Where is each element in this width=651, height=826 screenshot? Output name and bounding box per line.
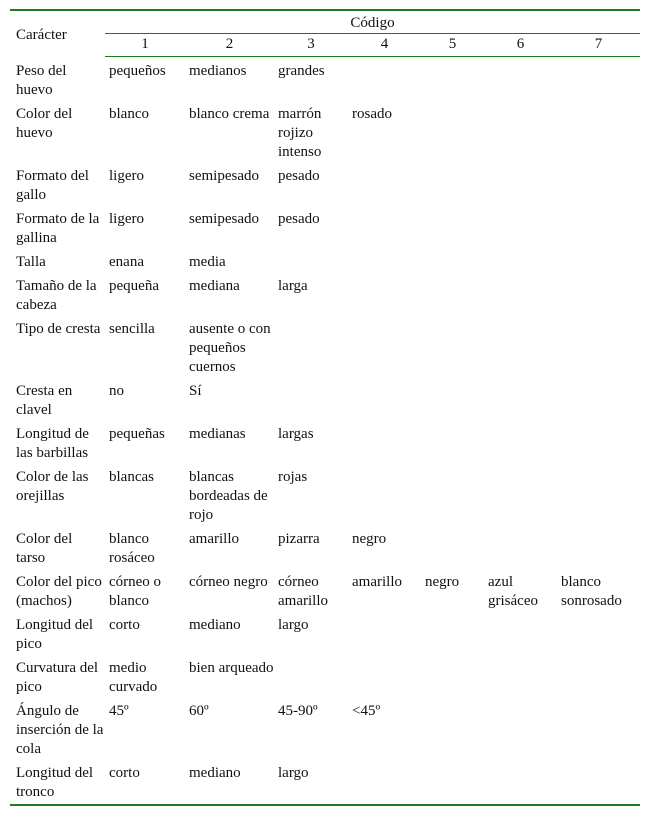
cell-code-4	[348, 422, 421, 465]
cell-code-3: pizarra	[278, 530, 320, 547]
cell-code-6	[484, 527, 557, 570]
cell-code-4	[348, 317, 421, 379]
table-row	[10, 761, 640, 805]
cell-code-1: sencilla	[109, 320, 155, 337]
header-caracter: Carácter	[16, 26, 67, 43]
cell-code-5	[421, 379, 484, 422]
cell-code-5	[421, 527, 484, 570]
cell-code-3	[274, 656, 348, 699]
cell-code-2: medianos	[189, 63, 247, 79]
table-row	[10, 656, 640, 699]
cell-code-7: blanco sonrosado	[561, 573, 622, 609]
row-label: Longitud de las barbillas	[16, 425, 89, 461]
cell-code-4	[348, 465, 421, 527]
table-row	[10, 317, 640, 379]
cell-code-2: córneo negro	[189, 573, 268, 590]
cell-code-6	[484, 102, 557, 164]
cell-code-7	[557, 57, 640, 102]
table-row	[10, 274, 640, 317]
cell-code-2: mediano	[189, 764, 241, 781]
table-row	[10, 102, 640, 164]
row-label: Tamaño de la cabeza	[16, 277, 97, 313]
cell-code-2: mediana	[189, 277, 240, 294]
cell-code-6	[484, 761, 557, 805]
row-label: Longitud del pico	[16, 616, 94, 652]
row-label: Formato de la gallina	[16, 210, 100, 246]
cell-code-7	[557, 274, 640, 317]
cell-code-4	[348, 164, 421, 207]
cell-code-7	[557, 699, 640, 761]
cell-code-5	[421, 422, 484, 465]
cell-code-4	[348, 379, 421, 422]
row-label: Longitud del tronco	[16, 764, 94, 800]
cell-code-3: largo	[278, 616, 309, 633]
cell-code-2: semipesado	[189, 167, 259, 184]
cell-code-5: negro	[425, 573, 460, 590]
cell-code-3: larga	[278, 277, 308, 294]
cell-code-2: blancas bordeadas de rojo	[189, 468, 268, 523]
cell-code-2: ausente o con pequeños cuernos	[189, 320, 271, 375]
cell-code-5	[421, 274, 484, 317]
row-label: Formato del gallo	[16, 167, 89, 203]
cell-code-5	[421, 656, 484, 699]
row-label: Color del pico (machos)	[16, 573, 102, 609]
cell-code-7	[557, 102, 640, 164]
cell-code-2: blanco crema	[189, 105, 270, 122]
cell-code-1: medio curvado	[109, 659, 158, 695]
cell-code-1: blancas	[109, 468, 154, 485]
header-codigo: Código	[350, 15, 395, 31]
cell-code-3: pesado	[278, 167, 320, 184]
cell-code-2: bien arqueado	[189, 659, 274, 676]
cell-code-2: medianas	[189, 425, 246, 442]
cell-code-6	[484, 465, 557, 527]
cell-code-2: mediano	[189, 616, 241, 633]
cell-code-4	[348, 250, 421, 274]
table-row	[10, 250, 640, 274]
cell-code-1: pequeña	[109, 277, 159, 294]
cell-code-7	[557, 465, 640, 527]
cell-code-1: 45º	[109, 702, 129, 719]
cell-code-3: marrón rojizo intenso	[278, 105, 322, 160]
table-row	[10, 207, 640, 250]
cell-code-1: blanco rosáceo	[109, 530, 155, 566]
cell-code-1: pequeñas	[109, 425, 165, 442]
cell-code-4	[348, 613, 421, 656]
row-label: Color del huevo	[16, 105, 73, 141]
cell-code-1: enana	[109, 253, 144, 270]
cell-code-4	[348, 761, 421, 805]
cell-code-2: amarillo	[189, 530, 239, 547]
cell-code-4: negro	[352, 530, 387, 547]
cell-code-7	[557, 379, 640, 422]
table-row	[10, 379, 640, 422]
cell-code-3: 45-90º	[278, 702, 318, 719]
table-row	[10, 57, 640, 102]
cell-code-5	[421, 250, 484, 274]
row-label: Color de las orejillas	[16, 468, 89, 504]
cell-code-4	[348, 57, 421, 102]
cell-code-1: ligero	[109, 210, 144, 227]
cell-code-7	[557, 317, 640, 379]
cell-code-4	[348, 274, 421, 317]
cell-code-5	[421, 613, 484, 656]
cell-code-2: media	[189, 253, 226, 270]
cell-code-2: Sí	[189, 382, 202, 399]
table-row	[10, 422, 640, 465]
cell-code-6	[484, 57, 557, 102]
cell-code-6	[484, 207, 557, 250]
cell-code-1: corto	[109, 616, 140, 633]
character-code-table	[10, 9, 640, 806]
cell-code-3: grandes	[278, 63, 325, 79]
cell-code-4	[348, 207, 421, 250]
cell-code-2: 60º	[189, 702, 209, 719]
cell-code-1: córneo o blanco	[109, 573, 162, 609]
cell-code-1: pequeños	[109, 63, 166, 79]
cell-code-3	[274, 379, 348, 422]
cell-code-3: largo	[278, 764, 309, 781]
header-code-4: 4	[348, 34, 421, 57]
cell-code-6	[484, 317, 557, 379]
row-label: Ángulo de inserción de la cola	[16, 702, 104, 757]
cell-code-7	[557, 207, 640, 250]
cell-code-1: no	[109, 382, 124, 399]
cell-code-3	[274, 250, 348, 274]
cell-code-5	[421, 699, 484, 761]
cell-code-3	[274, 317, 348, 379]
table-row	[10, 465, 640, 527]
cell-code-3: rojas	[278, 468, 308, 485]
cell-code-1: blanco	[109, 105, 149, 122]
cell-code-5	[421, 761, 484, 805]
cell-code-3: largas	[278, 425, 314, 442]
cell-code-6	[484, 699, 557, 761]
cell-code-6	[484, 656, 557, 699]
cell-code-7	[557, 527, 640, 570]
header-code-3: 3	[274, 34, 348, 57]
cell-code-5	[421, 207, 484, 250]
cell-code-3: córneo amarillo	[278, 573, 328, 609]
row-label: Cresta en clavel	[16, 382, 73, 418]
cell-code-1: ligero	[109, 167, 144, 184]
cell-code-5	[421, 317, 484, 379]
row-label: Peso del huevo	[16, 62, 67, 98]
header-code-1: 1	[105, 34, 185, 57]
table-row	[10, 164, 640, 207]
cell-code-7	[557, 656, 640, 699]
cell-code-6	[484, 613, 557, 656]
cell-code-7	[557, 250, 640, 274]
cell-code-4: rosado	[352, 105, 392, 122]
cell-code-2: semipesado	[189, 210, 259, 227]
table-row	[10, 699, 640, 761]
row-label: Tipo de cresta	[16, 320, 101, 337]
cell-code-7	[557, 761, 640, 805]
cell-code-6	[484, 250, 557, 274]
cell-code-6: azul grisáceo	[488, 573, 538, 609]
cell-code-6	[484, 379, 557, 422]
cell-code-5	[421, 102, 484, 164]
header-code-7: 7	[557, 34, 640, 57]
table-body	[10, 57, 640, 805]
cell-code-4: amarillo	[352, 573, 402, 590]
header-code-5: 5	[421, 34, 484, 57]
cell-code-6	[484, 164, 557, 207]
header-code-2: 2	[185, 34, 274, 57]
table-row	[10, 613, 640, 656]
row-label: Curvatura del pico	[16, 659, 99, 695]
cell-code-7	[557, 613, 640, 656]
cell-code-4: <45º	[352, 702, 381, 719]
cell-code-6	[484, 422, 557, 465]
cell-code-6	[484, 274, 557, 317]
cell-code-7	[557, 422, 640, 465]
table-row	[10, 570, 640, 613]
cell-code-3: pesado	[278, 210, 320, 227]
table-row	[10, 527, 640, 570]
cell-code-4	[348, 656, 421, 699]
header-code-6: 6	[484, 34, 557, 57]
cell-code-5	[421, 465, 484, 527]
cell-code-7	[557, 164, 640, 207]
row-label: Color del tarso	[16, 530, 73, 566]
cell-code-5	[421, 164, 484, 207]
cell-code-1: corto	[109, 764, 140, 781]
row-label: Talla	[16, 253, 46, 270]
cell-code-5	[421, 57, 484, 102]
